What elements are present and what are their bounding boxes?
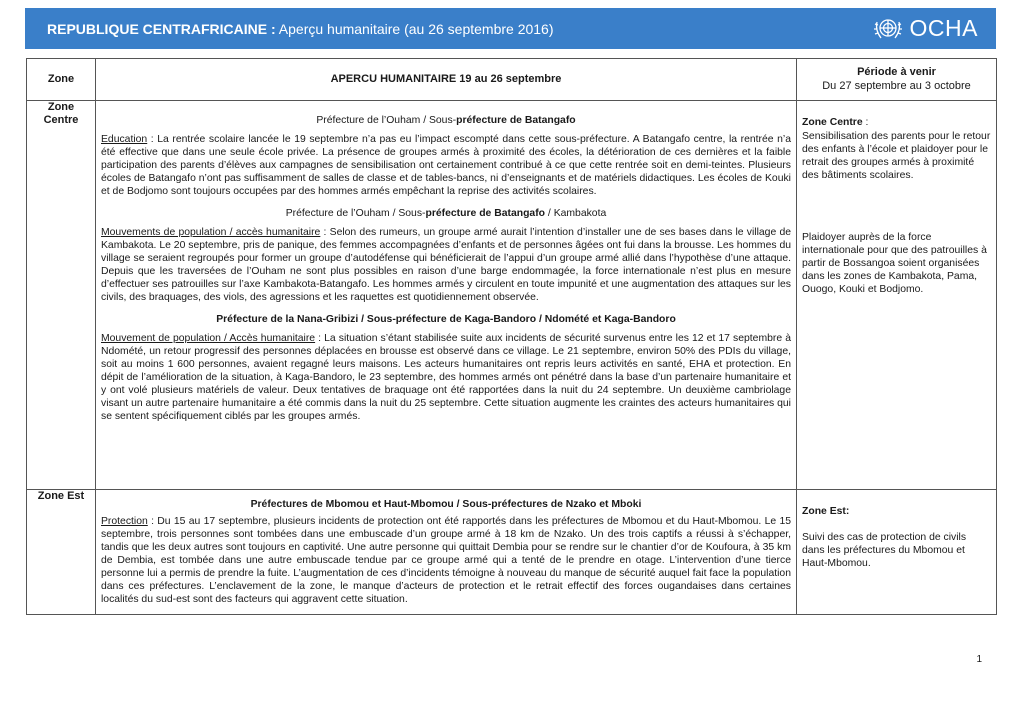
un-emblem-icon [872,14,904,44]
overview-cell [96,101,797,490]
future-title: Zone Centre : [802,117,869,128]
section-paragraph: Mouvements de population / accès humanitaire : Selon des rumeurs, un groupe armé aurait l’intention d’installer une de ses bases dans le village de Kambakota. Le 20 septembre, pris de panique, des femmes accompagnées d’enfants et de personnes âgées ont fui dans la brousse. Les hommes du village se seraient regroupés pour former un groupe d’autodéfense qui bénéficierait de l’appui d’un groupe armé allié dans l’hypothèse d’une attaque. Depuis que les traversées de l’Ouham ne sont plus possibles en raison d’une barge endommagée, la force internationale n’est plus en mesure d’effectuer ses patrouilles sur l’axe Kambakota-Batangafo. Les hommes armés y circulent en toute impunité et une augmentation des attaques sur les civils, des braquages, des viols, des agressions et les raquettes est quotidiennement observée. [101,227,791,303]
col-periode-header [797,59,997,101]
page-number: 1 [976,654,982,665]
section-title: Préfectures de Mbomou et Haut-Mbomou / Sous-préfectures de Nzako et Mboki [250,499,642,510]
periode-title: Période à venir [857,66,936,78]
zone-cell [27,490,96,615]
col-zone-header: Zone [27,59,96,101]
zone-cell [27,101,96,490]
table-row-zone-centre [27,101,997,490]
document-title [47,21,554,37]
section-paragraph: Protection : Du 15 au 17 septembre, plusieurs incidents de protection ont été rapportés dans les préfectures de Mbomou et du Haut-Mbomou. Le 15 septembre, trois personnes sont tombées dans une embuscade d’un groupe armé à 18 km de Nzako. Un des trois captifs a réussi à s’échapper, tandis que les deux autres sont toujours en captivité. Une autre personne qui quittait Dembia pour se rendre sur le chantier d’or de Koufoura, à 35 km de Dembia, est tombée dans une autre embuscade tendue par ce groupe armé qui a tenté de le prendre en otage. L’intervention d’une tierce personne lui a permis de prendre la fuite. L’augmentation de ces d’incidents témoigne à nouveau du manque de sécurité auquel fait face la population dans ces préfectures. L’enclavement de la zone, le manque d’acteurs de protection et le retrait effectif des forces ougandaises dans certaines localités du sud-est sont des facteurs qui aggravent cette situation. [101,516,791,605]
section-title: Préfecture de la Nana-Gribizi / Sous-préfecture de Kaga-Bandoro / Ndomété et Kaga-Bandoro [216,314,676,325]
section-title: Préfecture de l’Ouham / Sous-préfecture de Batangafo [316,115,576,126]
future-title: Zone Est: [802,506,850,517]
ocha-logo [872,14,978,44]
future-text: Suivi des cas de protection de civils dans les préfectures du Mbomou et Haut-Mbomou. [802,532,967,569]
future-text: Plaidoyer auprès de la force internationale pour que des patrouilles à partir de Bossangoa soient organisées dans les zones de Kambakota, Pama, Ouogo, Kouki et Bodjomo. [802,232,987,295]
overview-cell [96,490,797,615]
table-header-row [27,59,997,101]
header-banner [25,8,996,49]
section-paragraph: Education : La rentrée scolaire lancée le 19 septembre n’a pas eu l’impact escompté dans cette sous-préfecture. A Batangafo centre, la rentrée n’a été effective que dans une seule école privée. La présence de groupes armés à proximité des écoles, la détérioration de ces dernières et la faible participation des parents d’élèves aux campagnes de sensibilisation ont certainement contribué à ce que cette rentrée soit en demi-teintes. Plusieurs écoles de Batangafo n’ont pas suffisamment de salles de classe et de tables-bancs, ni d’enseignants et de matériels didactiques. Les écoles de Kouki et de Bodjomo sont toujours occupées par des hommes armés empêchant la reprise des activités scolaires. [101,134,791,197]
title-subtitle: Aperçu humanitaire (au 26 septembre 2016) [275,20,554,37]
zone-label: Zone Est [37,490,85,502]
section-label: Mouvement de population / Accès humanitaire [101,333,316,344]
periode-dates: Du 27 septembre au 3 octobre [822,80,971,92]
section-label: Protection [101,516,148,527]
section-label: Education [101,134,148,145]
logo-text: OCHA [909,15,978,41]
future-cell [797,101,997,490]
col-apercu-header: APERCU HUMANITAIRE 19 au 26 septembre [96,59,797,101]
future-cell [797,490,997,615]
zone-label: Zone Centre [43,101,79,126]
table-row-zone-est [27,490,997,615]
section-title: Préfecture de l’Ouham / Sous-préfecture de Batangafo / Kambakota [285,208,607,219]
humanitarian-overview-table [26,58,997,615]
section-label: Mouvements de population / accès humanitaire [101,227,321,238]
future-text: Sensibilisation des parents pour le retour des enfants à l’école et plaidoyer pour le retrait des groupes armés à proximité des bâtiments scolaires. [802,131,991,181]
title-country: REPUBLIQUE CENTRAFRICAINE : [47,20,276,37]
section-paragraph: Mouvement de population / Accès humanitaire : La situation s’étant stabilisée suite aux incidents de sécurité survenus entre les 12 et 17 septembre à Ndomété, un retour progressif des personnes déplacées en brousse est observé dans ce village. Le 21 septembre, environ 50% des PDIs du village, soit au moins 1 600 personnes, avaient regagné leurs maisons. Les acteurs humanitaires ont repris leurs activités en santé, EHA et protection. En dépit de l’amélioration de la situation, à Kaga-Bandoro, le 23 septembre, des hommes armés ont pénétré dans la base d’un partenaire humanitaire et y ont volé plusieurs matériels de valeur. Deux tentatives de braquage ont été rapportées dans la nuit du 24 septembre. Un deuxième cambriolage visant un autre partenaire humanitaire a été commis dans la nuit du 25 septembre. Cette situation augmente les craintes des acteurs humanitaires qui se sentent spécifiquement ciblés par les groupes armés. [101,333,791,422]
